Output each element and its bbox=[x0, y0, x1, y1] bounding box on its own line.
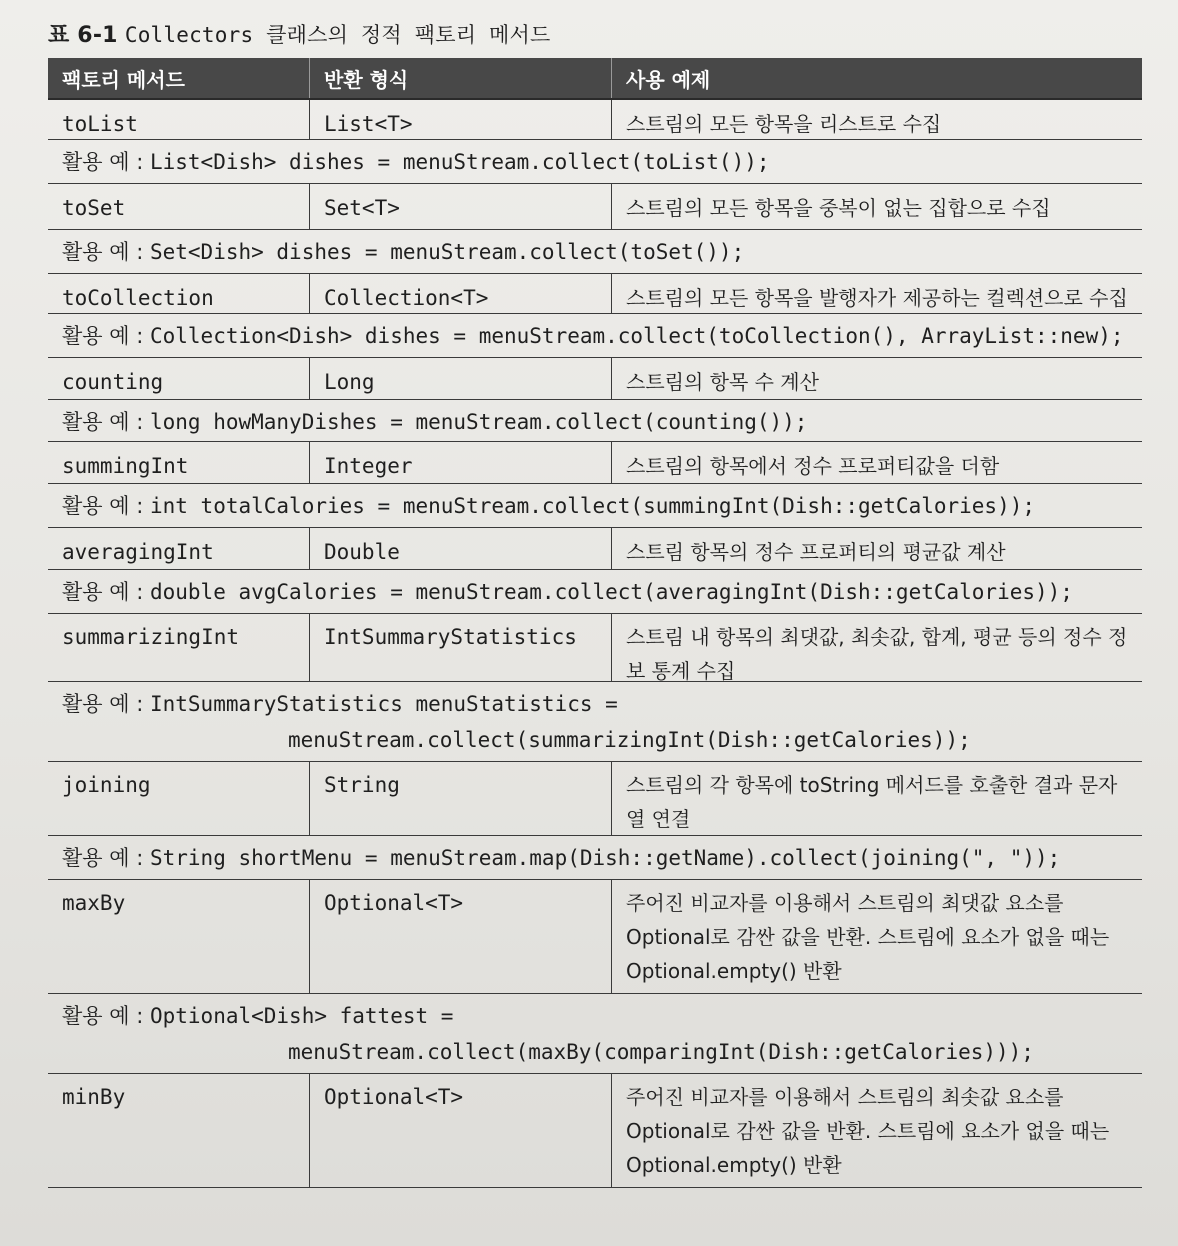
description-cell: 스트림 항목의 정수 프로퍼티의 평균값 계산 bbox=[626, 540, 1006, 564]
return-type-cell: Optional<T> bbox=[310, 880, 612, 993]
example-label: 활용 예 : bbox=[62, 410, 144, 434]
collectors-table bbox=[48, 58, 1142, 1188]
example-row bbox=[48, 230, 1142, 274]
return-type-cell: Long bbox=[310, 358, 612, 399]
return-type-cell: IntSummaryStatistics bbox=[310, 614, 612, 681]
example-label: 활용 예 : bbox=[62, 494, 144, 518]
example-row bbox=[48, 484, 1142, 528]
example-row bbox=[48, 682, 1142, 762]
method-cell: maxBy bbox=[48, 880, 310, 993]
example-code-continuation: menuStream.collect(summarizingInt(Dish::getCalories)); bbox=[288, 728, 971, 752]
example-code: Set<Dish> dishes = menuStream.collect(toSet()); bbox=[149, 240, 745, 264]
description-cell: 주어진 비교자를 이용해서 스트림의 최솟값 요소를 Optional로 감싼 값을 반환. 스트림에 요소가 없을 때는 Optional.empty() 반환 bbox=[626, 1085, 1110, 1177]
description-cell: 스트림의 모든 항목을 발행자가 제공하는 컬렉션으로 수집 bbox=[626, 286, 1128, 310]
example-code-continuation: menuStream.collect(maxBy(comparingInt(Dish::getCalories))); bbox=[288, 1040, 1034, 1064]
description-cell: 스트림의 모든 항목을 리스트로 수집 bbox=[626, 112, 942, 136]
description-cell: 스트림의 각 항목에 toString 메서드를 호출한 결과 문자열 연결 bbox=[626, 773, 1118, 831]
header-usage-example: 사용 예제 bbox=[626, 67, 711, 92]
return-type-cell: Integer bbox=[310, 442, 612, 483]
table-row bbox=[48, 1074, 1142, 1188]
return-type-cell: Collection<T> bbox=[310, 274, 612, 313]
table-row bbox=[48, 614, 1142, 682]
return-type-cell: String bbox=[310, 762, 612, 835]
method-cell: summingInt bbox=[48, 442, 310, 483]
description-cell: 스트림의 항목 수 계산 bbox=[626, 370, 819, 394]
example-code: int totalCalories = menuStream.collect(summingInt(Dish::getCalories)); bbox=[149, 494, 1035, 518]
return-type-cell: Double bbox=[310, 528, 612, 569]
table-row bbox=[48, 274, 1142, 314]
table-row bbox=[48, 880, 1142, 994]
example-label: 활용 예 : bbox=[62, 324, 144, 348]
return-type-cell: Optional<T> bbox=[310, 1074, 612, 1187]
table-row bbox=[48, 358, 1142, 400]
example-code: Collection<Dish> dishes = menuStream.collect(toCollection(), ArrayList::new); bbox=[149, 324, 1124, 348]
example-row bbox=[48, 400, 1142, 442]
method-cell: summarizingInt bbox=[48, 614, 310, 681]
example-row bbox=[48, 994, 1142, 1074]
return-type-cell: List<T> bbox=[310, 100, 612, 139]
method-cell: averagingInt bbox=[48, 528, 310, 569]
method-cell: counting bbox=[48, 358, 310, 399]
table-number: 표 6-1 bbox=[48, 23, 118, 48]
table-row bbox=[48, 184, 1142, 230]
return-type-cell: Set<T> bbox=[310, 184, 612, 229]
table-title: Collectors 클래스의 정적 팩토리 메서드 bbox=[124, 23, 551, 47]
table-row bbox=[48, 442, 1142, 484]
example-label: 활용 예 : bbox=[62, 692, 144, 716]
example-label: 활용 예 : bbox=[62, 240, 144, 264]
table-body bbox=[48, 100, 1142, 1188]
example-row bbox=[48, 314, 1142, 358]
table-row bbox=[48, 762, 1142, 836]
description-cell: 스트림의 항목에서 정수 프로퍼티값을 더함 bbox=[626, 454, 1000, 478]
example-code: Optional<Dish> fattest = bbox=[149, 1004, 454, 1028]
method-cell: joining bbox=[48, 762, 310, 835]
method-cell: toSet bbox=[48, 184, 310, 229]
example-code: List<Dish> dishes = menuStream.collect(toList()); bbox=[149, 150, 770, 174]
header-factory-method: 팩토리 메서드 bbox=[48, 58, 310, 98]
example-row bbox=[48, 570, 1142, 614]
example-code: IntSummaryStatistics menuStatistics = bbox=[149, 692, 618, 716]
example-row bbox=[48, 836, 1142, 880]
header-return-type: 반환 형식 bbox=[310, 58, 612, 98]
example-code: String shortMenu = menuStream.map(Dish::getName).collect(joining(", ")); bbox=[149, 846, 1061, 870]
description-cell: 스트림의 모든 항목을 중복이 없는 집합으로 수집 bbox=[626, 196, 1051, 220]
method-cell: minBy bbox=[48, 1074, 310, 1187]
example-label: 활용 예 : bbox=[62, 1004, 144, 1028]
example-row bbox=[48, 140, 1142, 184]
table-row bbox=[48, 528, 1142, 570]
table-caption bbox=[48, 18, 551, 49]
example-label: 활용 예 : bbox=[62, 846, 144, 870]
method-cell: toList bbox=[48, 100, 310, 139]
example-label: 활용 예 : bbox=[62, 580, 144, 604]
example-label: 활용 예 : bbox=[62, 150, 144, 174]
example-code: long howManyDishes = menuStream.collect(counting()); bbox=[149, 410, 808, 434]
example-code: double avgCalories = menuStream.collect(averagingInt(Dish::getCalories)); bbox=[149, 580, 1073, 604]
table-row bbox=[48, 100, 1142, 140]
method-cell: toCollection bbox=[48, 274, 310, 313]
table-header bbox=[48, 58, 1142, 100]
description-cell: 주어진 비교자를 이용해서 스트림의 최댓값 요소를 Optional로 감싼 값을 반환. 스트림에 요소가 없을 때는 Optional.empty() 반환 bbox=[626, 891, 1110, 983]
description-cell: 스트림 내 항목의 최댓값, 최솟값, 합계, 평균 등의 정수 정보 통계 수집 bbox=[626, 625, 1128, 683]
